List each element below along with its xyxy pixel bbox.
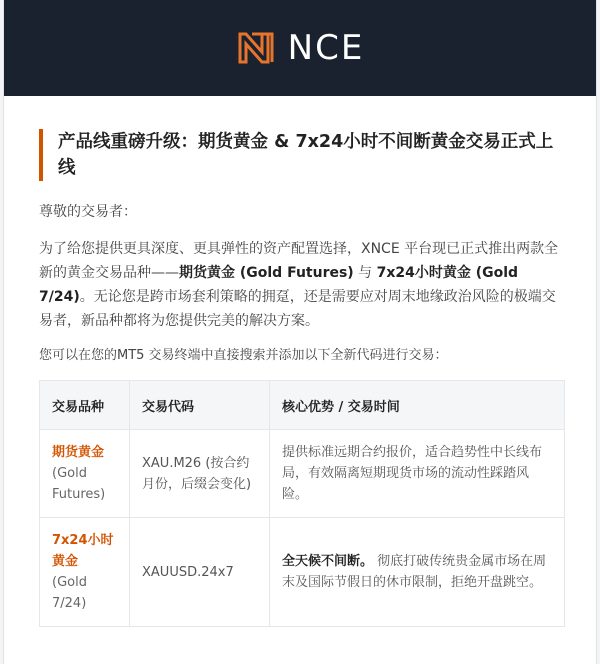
instruction-note: 您可以在您的MT5 交易终端中直接搜索并添加以下全新代码进行交易： [39, 348, 448, 363]
greeting: 尊敬的交易者： [39, 204, 137, 220]
advantage-cell [270, 430, 565, 518]
product-name: 7x24小时黄金 [52, 533, 114, 569]
header-banner [4, 0, 596, 96]
header-code: 交易代码 [130, 381, 270, 430]
intro-product-1: 期货黄金 (Gold Futures) [179, 265, 354, 281]
nce-logo-icon [236, 30, 278, 66]
brand-name: NCE [287, 28, 365, 68]
code-cell: XAUUSD.24x7 [130, 518, 270, 627]
page-title: 产品线重磅升级：期货黄金 & 7x24小时不间断黄金交易正式上线 [39, 129, 563, 181]
code-cell: XAU.M26 (按合约月份，后缀会变化) [130, 430, 270, 518]
article-body [4, 96, 596, 627]
header-product: 交易品种 [40, 381, 130, 430]
email-frame [3, 0, 597, 664]
intro-text-3: 。无论您是跨市场套利策略的拥趸，还是需要应对周末地缘政治风险的极端交易者，新品种都将为您提供完美的解决方案。 [39, 289, 556, 329]
product-name-en: (Gold 7/24) [52, 575, 87, 611]
table-header-row [40, 381, 565, 430]
product-table [39, 380, 565, 627]
intro-product-2: 7x24小时黄金 (Gold 7/24) [39, 265, 519, 305]
advantage-text: 彻底打破传统贵金属市场在周末及国际节假日的休市限制，拒绝开盘跳空。 [282, 554, 547, 590]
table-row [40, 430, 565, 518]
intro-text-2: 与 [353, 265, 377, 281]
advantage-highlight: 全天候不间断。 [282, 554, 374, 569]
product-name: 期货黄金 [52, 445, 105, 460]
header-advantage: 核心优势 / 交易时间 [270, 381, 565, 430]
intro-paragraph [39, 237, 563, 333]
product-cell [40, 430, 130, 518]
advantage-text: 提供标准远期合约报价，适合趋势性中长线布局，有效隔离短期现货市场的流动性踩踏风险。 [282, 445, 543, 502]
table-row [40, 518, 565, 627]
advantage-cell [270, 518, 565, 627]
intro-text-1: 为了给您提供更具深度、更具弹性的资产配置选择，XNCE 平台现已正式推出两款全新的黄金交易品种—— [39, 241, 559, 281]
product-name-en: (Gold Futures) [52, 466, 106, 502]
product-cell [40, 518, 130, 627]
